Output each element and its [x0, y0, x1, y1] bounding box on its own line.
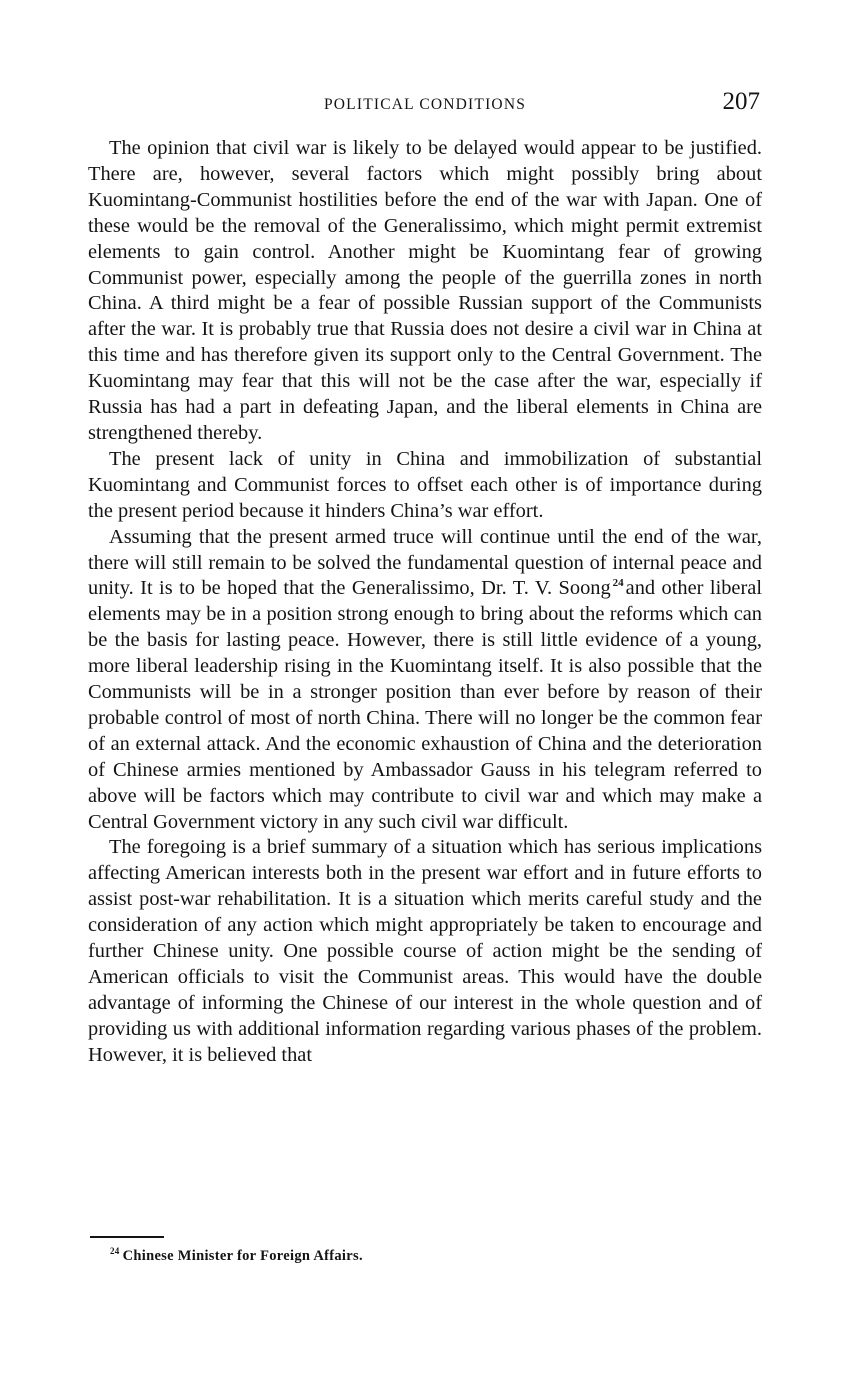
page-header: [88, 88, 762, 122]
paragraph-2: The present lack of unity in China and immobilization of substantial Kuomintang and Communist forces to offset each other is of importance during the present period because it hinders China’s war effort.: [88, 447, 762, 522]
running-head: POLITICAL CONDITIONS: [323, 96, 527, 113]
footnote-divider: [90, 1236, 164, 1238]
paragraph-3: [88, 525, 762, 836]
body-text: [88, 136, 762, 1069]
page-number: 207: [722, 88, 760, 115]
footnote-reference: 24: [612, 577, 624, 590]
footnote-text: Chinese Minister for Foreign Affairs.: [122, 1248, 363, 1264]
paragraph-1: The opinion that civil war is likely to be delayed would appear to be justified. There are, however, several factors which might possibly bring about Kuomintang-Communist hostilities before the end of the war with Japan. One of these would be the removal of the Generalissimo, which might permit extremist elements to gain control. Another might be Kuomintang fear of growing Communist power, especially among the people of the guerrilla zones in north China. A third might be a fear of possible Russian support of the Communists after the war. It is probably true that Russia does not desire a civil war in China at this time and has therefore given its support only to the Central Government. The Kuomintang may fear that this will not be the case after the war, especially if Russia has had a part in defeating Japan, and the liberal elements in China are strengthened thereby.: [88, 137, 762, 444]
paragraph-3-text-b: and other liberal elements may be in a position strong enough to bring about the reforms which can be the basis for lasting peace. However, there is still little evidence of a young, more liberal leadership rising in the Kuomintang itself. It is also possible that the Communists will be in a stronger position than ever before by reason of their probable control of most of north China. There will no longer be the common fear of an external attack. And the economic exhaustion of China and the deterioration of Chinese armies mentioned by Ambassador Gauss in his telegram referred to above will be factors which may contribute to civil war and which may make a Central Government victory in any such civil war difficult.: [88, 577, 762, 833]
footnote-marker: 24: [110, 1246, 120, 1256]
paragraph-3-text-a: Assuming that the present armed truce will continue until the end of the war, there will still remain to be solved the fundamental question of internal peace and unity. It is to be hoped that the Generalissimo, Dr. T. V. Soong: [88, 525, 762, 600]
paragraph-4: The foregoing is a brief summary of a situation which has serious implications affecting American interests both in the present war effort and in future efforts to assist post-war rehabilitation. It is a situation which merits careful study and the consideration of any action which might appropriately be taken to encourage and further Chinese unity. One possible course of action might be the sending of American officials to visit the Communist areas. This would have the double advantage of informing the Chinese of our interest in the whole question and of providing us with additional information regarding various phases of the problem. However, it is believed that: [88, 836, 762, 1066]
footnote: [110, 1248, 363, 1265]
